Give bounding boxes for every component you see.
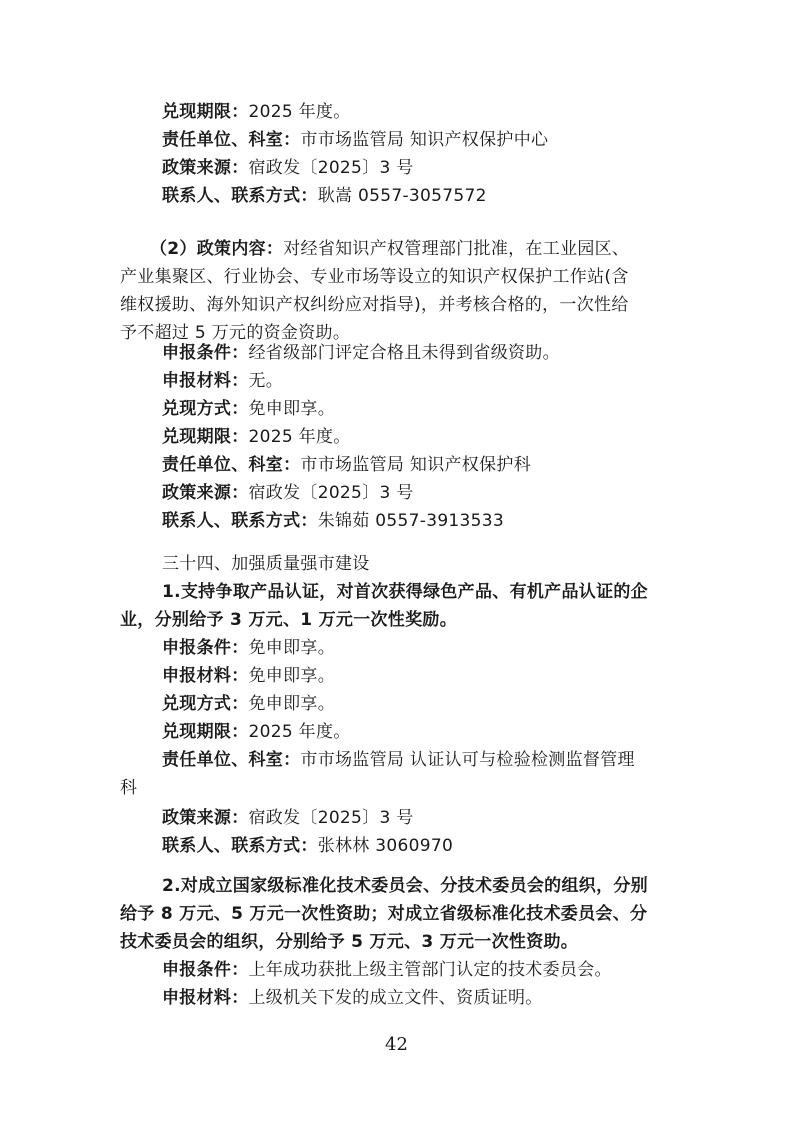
- field-line: [162, 184, 487, 208]
- field-line: [162, 748, 635, 772]
- field-label: 政策来源：: [162, 808, 249, 828]
- field-line: [162, 369, 283, 393]
- field-line: [162, 481, 414, 505]
- field-value: 免申即享。: [248, 666, 335, 686]
- field-line: [162, 664, 335, 688]
- field-line: [162, 720, 351, 744]
- paragraph-line: 产业集聚区、行业协会、专业市场等设立的知识产权保护工作站(含: [120, 267, 629, 287]
- field-label: 申报材料：: [162, 988, 249, 1008]
- field-label: 兑现期限：: [162, 722, 249, 742]
- field-value: 市市场监管局 知识产权保护中心: [300, 130, 549, 150]
- field-value: 免申即享。: [248, 694, 335, 714]
- field-value: 市市场监管局 知识产权保护科: [300, 455, 532, 475]
- field-label: 责任单位、科室：: [162, 455, 301, 475]
- field-line: [162, 156, 414, 180]
- field-value: 上年成功获批上级主管部门认定的技术委员会。: [248, 960, 612, 980]
- field-label: 申报材料：: [162, 666, 249, 686]
- field-line: [162, 986, 543, 1010]
- field-value: 宿政发〔2025〕3 号: [248, 808, 414, 828]
- field-label: 申报材料：: [162, 371, 249, 391]
- field-value: 2025 年度。: [248, 427, 351, 447]
- field-line: [162, 341, 560, 365]
- field-line: [162, 128, 548, 152]
- item-title: 2.对成立国家级标准化技术委员会、分技术委员会的组织，分别: [162, 876, 648, 896]
- field-label: 联系人、联系方式：: [162, 836, 318, 856]
- item-title: 给予 8 万元、5 万元一次性资助；对成立省级标准化技术委员会、分: [120, 904, 648, 924]
- field-value: 上级机关下发的成立文件、资质证明。: [248, 988, 543, 1008]
- paragraph-line: 予不超过 5 万元的资金资助。: [120, 323, 351, 343]
- field-label: 联系人、联系方式：: [162, 511, 318, 531]
- paragraph-line: 维权援助、海外知识产权纠纷应对指导)，并考核合格的，一次性给: [120, 295, 629, 315]
- field-value: 朱锦茹 0557-3913533: [317, 511, 505, 531]
- item-title: 1.支持争取产品认证，对首次获得绿色产品、有机产品认证的企: [162, 582, 648, 602]
- field-label: 责任单位、科室：: [162, 750, 301, 770]
- field-value: 市市场监管局 认证认可与检验检测监督管理: [300, 750, 635, 770]
- field-label: 责任单位、科室：: [162, 130, 301, 150]
- field-line: [162, 806, 414, 830]
- field-value: 宿政发〔2025〕3 号: [248, 483, 414, 503]
- field-value: 经省级部门评定合格且未得到省级资助。: [248, 343, 560, 363]
- field-label: 兑现方式：: [162, 694, 249, 714]
- field-line: [162, 509, 504, 533]
- field-value: 2025 年度。: [248, 102, 351, 122]
- field-label: 政策来源：: [162, 158, 249, 178]
- item-title: 技术委员会的组织，分别给予 5 万元、3 万元一次性资助。: [120, 932, 579, 952]
- field-label: 申报条件：: [162, 960, 249, 980]
- field-value: 张林林 3060970: [317, 836, 454, 856]
- page-number: 42: [385, 1034, 408, 1055]
- field-label: 政策来源：: [162, 483, 249, 503]
- policy-content-line: [150, 237, 629, 261]
- field-line: [162, 397, 335, 421]
- field-label: 兑现期限：: [162, 427, 249, 447]
- field-line: [162, 636, 335, 660]
- field-line: [162, 692, 335, 716]
- field-line: [162, 453, 531, 477]
- field-label: 兑现方式：: [162, 399, 249, 419]
- section-heading: 三十四、加强质量强市建设: [162, 554, 370, 574]
- field-label: 申报条件：: [162, 638, 249, 658]
- field-value: 耿嵩 0557-3057572: [317, 186, 487, 206]
- field-value: 宿政发〔2025〕3 号: [248, 158, 414, 178]
- field-line: [162, 425, 351, 449]
- policy-content-label: （2）政策内容：: [150, 239, 284, 259]
- field-line: [162, 100, 351, 124]
- field-label: 申报条件：: [162, 343, 249, 363]
- field-value: 免申即享。: [248, 638, 335, 658]
- paragraph-text: 对经省知识产权管理部门批准，在工业园区、: [283, 239, 630, 259]
- field-value: 免申即享。: [248, 399, 335, 419]
- field-label: 兑现期限：: [162, 102, 249, 122]
- field-label: 联系人、联系方式：: [162, 186, 318, 206]
- field-value-continuation: 科: [120, 778, 138, 798]
- field-line: [162, 834, 453, 858]
- field-value: 无。: [248, 371, 284, 391]
- field-value: 2025 年度。: [248, 722, 351, 742]
- item-title: 业，分别给予 3 万元、1 万元一次性奖励。: [120, 610, 458, 630]
- field-line: [162, 958, 612, 982]
